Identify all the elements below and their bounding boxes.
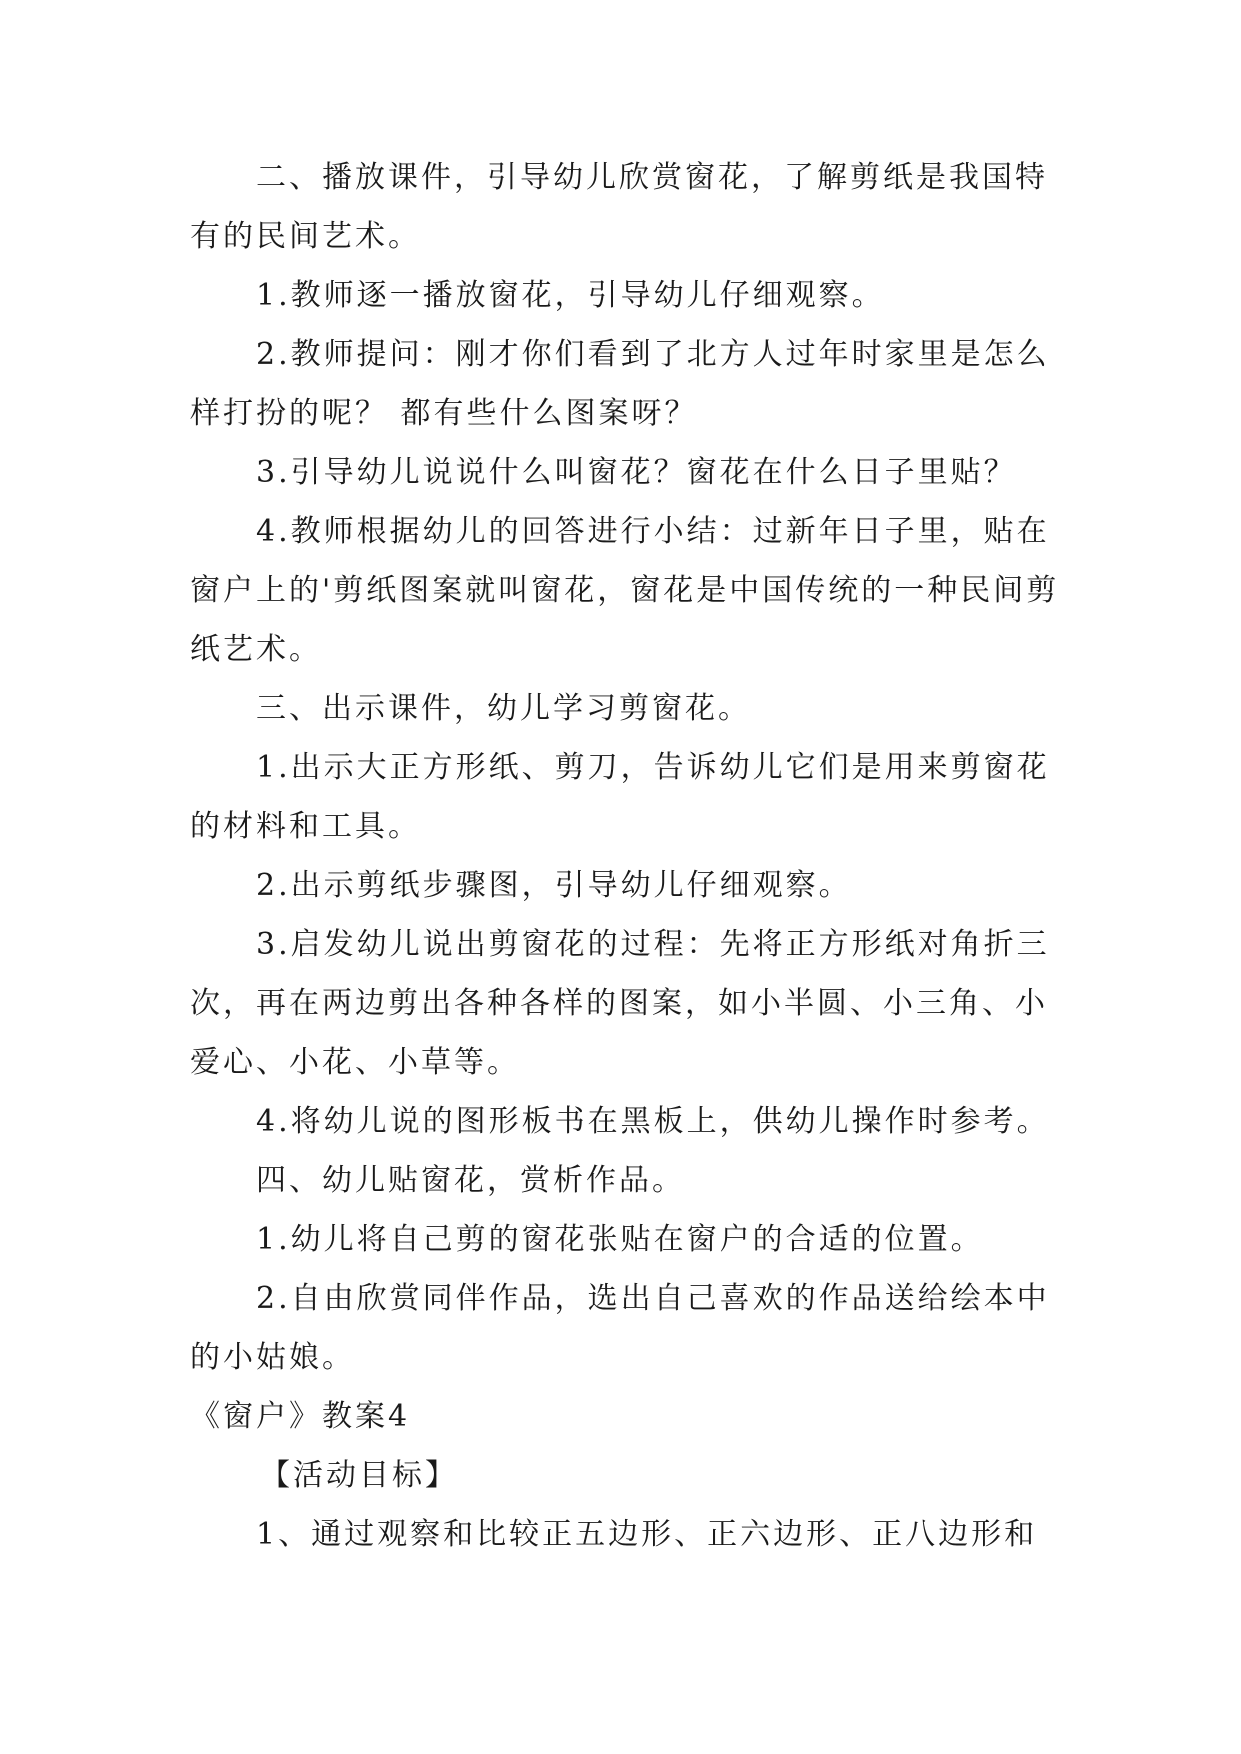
paragraph-step-2: 2.教师提问：刚才你们看到了北方人过年时家里是怎么样打扮的呢？ 都有些什么图案呀？	[190, 337, 1050, 431]
paragraph-section-four: 四、幼儿贴窗花，赏析作品。	[256, 1163, 685, 1198]
paragraph-goal-1: 1、通过观察和比较正五边形、正六边形、正八边形和	[256, 1517, 1038, 1552]
section-heading-goals: 【活动目标】	[260, 1458, 458, 1493]
paragraph-step-3: 3.引导幼儿说说什么叫窗花？窗花在什么日子里贴？	[256, 455, 1017, 490]
paragraph-section-three: 三、出示课件，幼儿学习剪窗花。	[256, 691, 751, 726]
lesson-title: 《窗户》教案4	[190, 1399, 411, 1434]
paragraph-step-2-diagram: 2.出示剪纸步骤图，引导幼儿仔细观察。	[256, 868, 852, 903]
paragraph-step-3-process: 3.启发幼儿说出剪窗花的过程：先将正方形纸对角折三次，再在两边剪出各种各样的图案，如小半圆、小三角、小爱心、小花、小草等。	[190, 927, 1050, 1080]
paragraph-step-1-paste: 1.幼儿将自己剪的窗花张贴在窗户的合适的位置。	[256, 1222, 984, 1257]
paragraph-step-2-appreciate: 2.自由欣赏同伴作品，选出自己喜欢的作品送给绘本中的小姑娘。	[190, 1281, 1050, 1375]
paragraph-step-1-materials: 1.出示大正方形纸、剪刀，告诉幼儿它们是用来剪窗花的材料和工具。	[190, 750, 1050, 844]
paragraph-step-1: 1.教师逐一播放窗花，引导幼儿仔细观察。	[256, 278, 885, 313]
paragraph-step-4: 4.教师根据幼儿的回答进行小结：过新年日子里，贴在窗户上的'剪纸图案就叫窗花，窗花是中国传统的一种民间剪纸艺术。	[190, 514, 1060, 667]
paragraph-step-4-blackboard: 4.将幼儿说的图形板书在黑板上，供幼儿操作时参考。	[256, 1104, 1050, 1139]
paragraph-section-two: 二、播放课件，引导幼儿欣赏窗花，了解剪纸是我国特有的民间艺术。	[190, 160, 1048, 254]
